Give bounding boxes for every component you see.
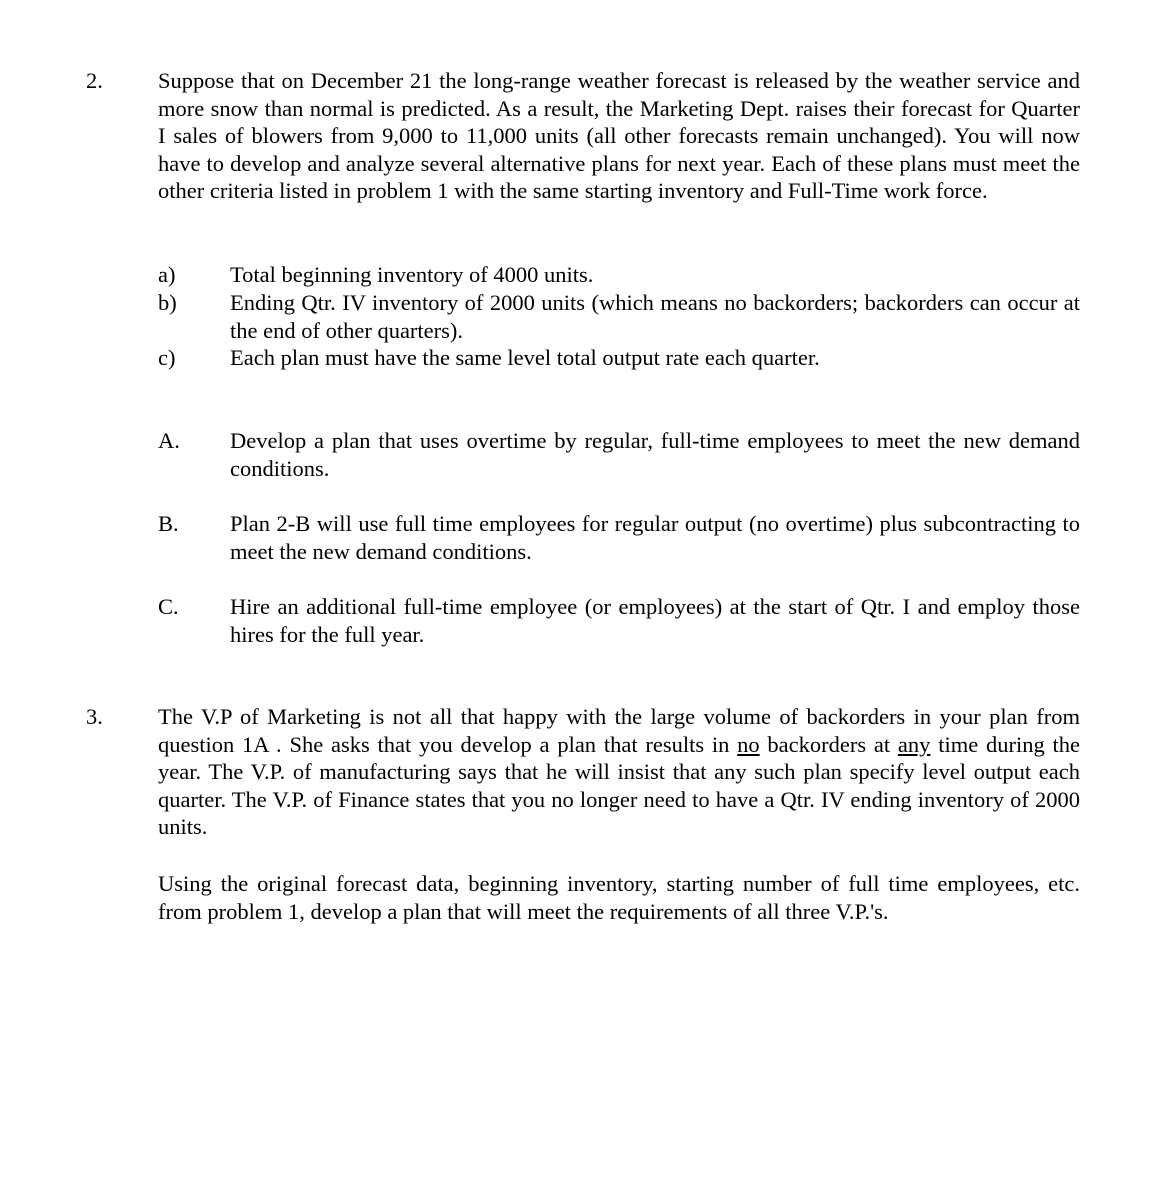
part-a-label: A.	[158, 428, 180, 453]
criterion-a-text: Total beginning inventory of 4000 units.	[230, 262, 594, 287]
part-b-text: Plan 2-B will use full time employees for regular output (no overtime) plus subcontracting to meet the new demand conditions.	[230, 511, 1080, 564]
criterion-a-label: a)	[158, 262, 176, 287]
problem-3-text-part-3: time during the year. The V.P. of manufacturing says that he will insist that any such plan specify level output each quarter. The V.P. of Finance states that you no longer need to have a Qtr. IV ending inventory of 2000 units.	[158, 731, 1080, 839]
underlined-any: any	[897, 731, 931, 757]
criterion-b-text: Ending Qtr. IV inventory of 2000 units (which means no backorders; backorders can occur at the end of other quarters).	[230, 290, 1080, 343]
part-c-text: Hire an additional full-time employee (or employees) at the start of Qtr. I and employ those hires for the full year.	[230, 594, 1080, 647]
underlined-no: no	[737, 731, 760, 757]
part-c-label: C.	[158, 594, 179, 619]
problem-3-number: 3.	[86, 704, 103, 729]
problem-3-paragraph-2: Using the original forecast data, beginning inventory, starting number of full time employees, etc. from problem 1, develop a plan that will meet the requirements of all three V.P.'s.	[158, 871, 1080, 924]
problem-3-paragraph-1	[158, 703, 1080, 841]
part-a-text: Develop a plan that uses overtime by regular, full-time employees to meet the new demand conditions.	[230, 428, 1080, 481]
problem-2-intro: Suppose that on December 21 the long-range weather forecast is released by the weather service and more snow than normal is predicted. As a result, the Marketing Dept. raises their forecast for Quarter I sales of blowers from 9,000 to 11,000 units (all other forecasts remain unchanged). You will now have to develop and analyze several alternative plans for next year. Each of these plans must meet the other criteria listed in problem 1 with the same starting inventory and Full-Time work force.	[158, 68, 1080, 203]
problem-3-text-part-1: The V.P of Marketing is not all that happy with the large volume of backorders in your plan from question 1A . She asks that you develop a plan that results in	[158, 704, 1080, 757]
criterion-b-label: b)	[158, 290, 177, 315]
problem-2-number: 2.	[86, 68, 103, 93]
problem-3-text-part-2: backorders at	[759, 731, 898, 757]
criterion-c-text: Each plan must have the same level total output rate each quarter.	[230, 345, 820, 370]
criterion-c-label: c)	[158, 345, 176, 370]
part-b-label: B.	[158, 511, 179, 536]
